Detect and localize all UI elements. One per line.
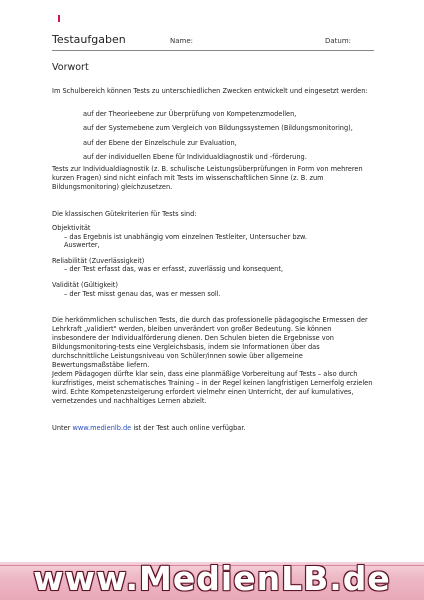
conventional-tests-paragraph: Die herkömmlichen schulischen Tests, die durch das professionelle pädagogische Ermessen der Lehrkraft „validiert" werden, bleiben unverändert von großer Bedeutung. Sie können insbesondere der Individualförderung dienen. Den Schulen bieten die Ergebnisse von Bildungsmonitoring-tests eine Vergleichsbasis, indem sie Informationen über das durchschnittliche Leistungsniveau von Schüler/innen sowie über allgemeine Bewertungsmaßstäbe liefern. bbox=[52, 316, 368, 369]
accent-mark bbox=[58, 15, 60, 22]
footer-watermark: www.MedienLB.de bbox=[33, 559, 391, 598]
intro-paragraph: Im Schulbereich können Tests zu unterschiedlichen Zwecken entwickelt und eingesetzt werden: bbox=[52, 87, 368, 95]
name-label: Name: bbox=[170, 37, 194, 45]
list-item: auf der Systemebene zum Vergleich von Bildungssystemen (Bildungsmonitoring), bbox=[83, 124, 353, 132]
online-suffix: ist der Test auch online verfügbar. bbox=[131, 424, 246, 432]
criterion-term: Validität (Gültigkeit) bbox=[52, 281, 118, 289]
criteria-intro: Die klassischen Gütekriterien für Tests sind: bbox=[52, 210, 197, 218]
criterion-description: – der Test misst genau das, was er messen soll. bbox=[64, 290, 221, 298]
section-title: Vorwort bbox=[52, 62, 89, 73]
date-label: Datum: bbox=[325, 37, 352, 45]
list-item: auf der Theorieebene zur Überprüfung von Kompetenzmodellen, bbox=[83, 110, 297, 118]
list-item: auf der individuellen Ebene für Individualdiagnostik und -förderung. bbox=[83, 153, 307, 161]
worksheet-title: Testaufgaben bbox=[52, 33, 126, 46]
website-link[interactable]: www.medienlb.de bbox=[72, 424, 132, 432]
list-item: auf der Ebene der Einzelschule zur Evaluation, bbox=[83, 139, 237, 147]
criterion-term: Objektivität bbox=[52, 224, 91, 232]
criterion-term: Reliabilität (Zuverlässigkeit) bbox=[52, 257, 145, 265]
header-divider bbox=[52, 50, 374, 51]
criterion-description: – das Ergebnis ist unabhängig vom einzelnen Testleiter, Untersucher bzw. Auswerter, bbox=[64, 233, 307, 250]
criterion-description: – der Test erfasst das, was er erfasst, zuverlässig und konsequent, bbox=[64, 265, 284, 273]
test-preparation-paragraph: Jedem Pädagogen dürfte klar sein, dass eine planmäßige Vorbereitung auf Tests – also durch kurzfristiges, meist schematisches Training – in der Regel keinen langfristigen Lernerfolg erzielen wird. Echte Kompetenzsteigerung erfordert vielmehr einen Unterricht, der auf kumulatives, vernetzendes und nachhaltiges Lernen abzielt. bbox=[52, 370, 373, 405]
individual-diagnostics-paragraph: Tests zur Individualdiagnostik (z. B. schulische Leistungsüberprüfungen in Form von mehreren kurzen Fragen) sind nicht einfach mit Tests im wissenschaftlichen Sinne (z. B. zum Bildungsmonitoring) gleichzusetzen. bbox=[52, 165, 363, 191]
online-prefix: Unter bbox=[52, 424, 73, 432]
online-availability-note bbox=[52, 424, 377, 433]
